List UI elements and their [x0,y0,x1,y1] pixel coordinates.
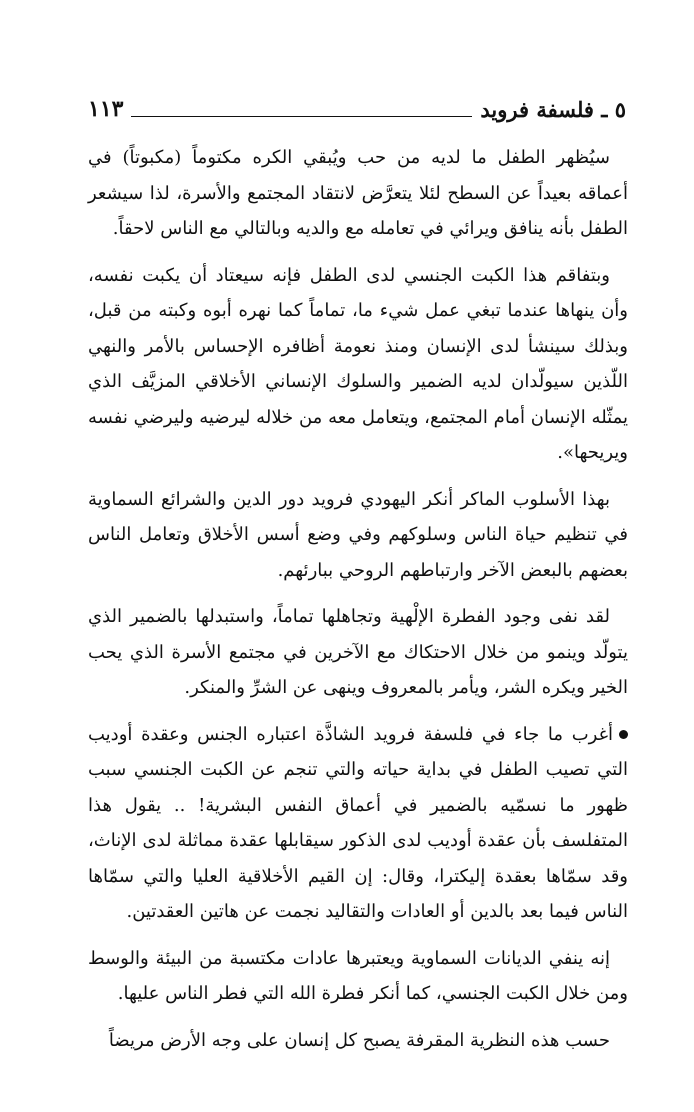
paragraph-1: سيُظهر الطفل ما لديه من حب ويُبقي الكره مكتوماً (مكبوتاً) في أعماقه بعيداً عن السطح لئلا يتعرَّض لانتقاد المجتمع والأسرة، لذا سيشعر الطفل بأنه ينافق ويرائي في تعامله مع والديه وبالتالي مع الناس لاحقاً. [88,147,628,239]
chapter-title: ٥ ـ فلسفة فرويد [480,97,626,122]
paragraph-4: لقد نفى وجود الفطرة الإلْهية وتجاهلها تماماً، واستبدلها بالضمير الذي يتولّد وينمو من خلال الاحتكاك مع الآخرين في مجتمع الأسرة الذي يحب الخير ويكره الشر، ويأمر بالمعروف وينهى عن الشرِّ والمنكر. [88,606,628,698]
header-rule [131,116,472,117]
paragraph-3: بهذا الأسلوب الماكر أنكر اليهودي فرويد دور الدين والشرائع السماوية في تنظيم حياة الناس وسلوكهم وفي وضع أسس الأخلاق وتعامل الناس بعضهم بالبعض الآخر وارتباطهم الروحي ببارئهم. [88,488,628,581]
running-header [88,88,626,120]
paragraph-2: وبتفاقم هذا الكبت الجنسي لدى الطفل فإنه سيعتاد أن يكبت نفسه، وأن ينهاها عندما تبغي عمل شيء ما، تماماً كما نهره أبوه وكبته من قبل، وبذلك سينشأ لدى الإنسان ومنذ نعومة أظافره الإحساس بالأمر والنهي اللّذين سيولّدان لديه الضمير والسلوك الإنساني الأخلاقي المزيَّف الذي يمثّله الإنسان أمام المجتمع، ويتعامل معه من خلاله ليرضيه وليرضي نفسه ويريحها». [88,264,628,463]
paragraph-5-bulleted [88,717,628,930]
paragraph-6: إنه ينفي الديانات السماوية ويعتبرها عادات مكتسبة من البيئة والوسط ومن خلال الكبت الجنسي، كما أنكر فطرة الله التي فطر الناس عليها. [88,947,628,1004]
page-number: ١١٣ [88,96,124,122]
bullet-icon [619,730,628,739]
paragraph-7: حسب هذه النظرية المقرفة يصبح كل إنسان على وجه الأرض مريضاً [108,1029,610,1051]
paragraph-5-text: أغرب ما جاء في فلسفة فرويد الشاذَّة اعتباره الجنس وعقدة أوديب التي تصيب الطفل في بداية حياته والتي تنجم عن الكبت الجنسي سبب ظهور ما نسمّيه بالضمير في أعماق النفس البشرية! .. يقول هذا المتفلسف بأن عقدة أوديب لدى الذكور سيقابلها عقدة مماثلة لدى الإناث، وقد سمّاها بعقدة إليكترا، وقال: إن القيم الأخلاقية العليا والتي سمّاها الناس فيما بعد بالدين أو العادات والتقاليد نجمت عن هاتين العقدتين. [88,723,628,922]
body-text [88,140,628,1069]
